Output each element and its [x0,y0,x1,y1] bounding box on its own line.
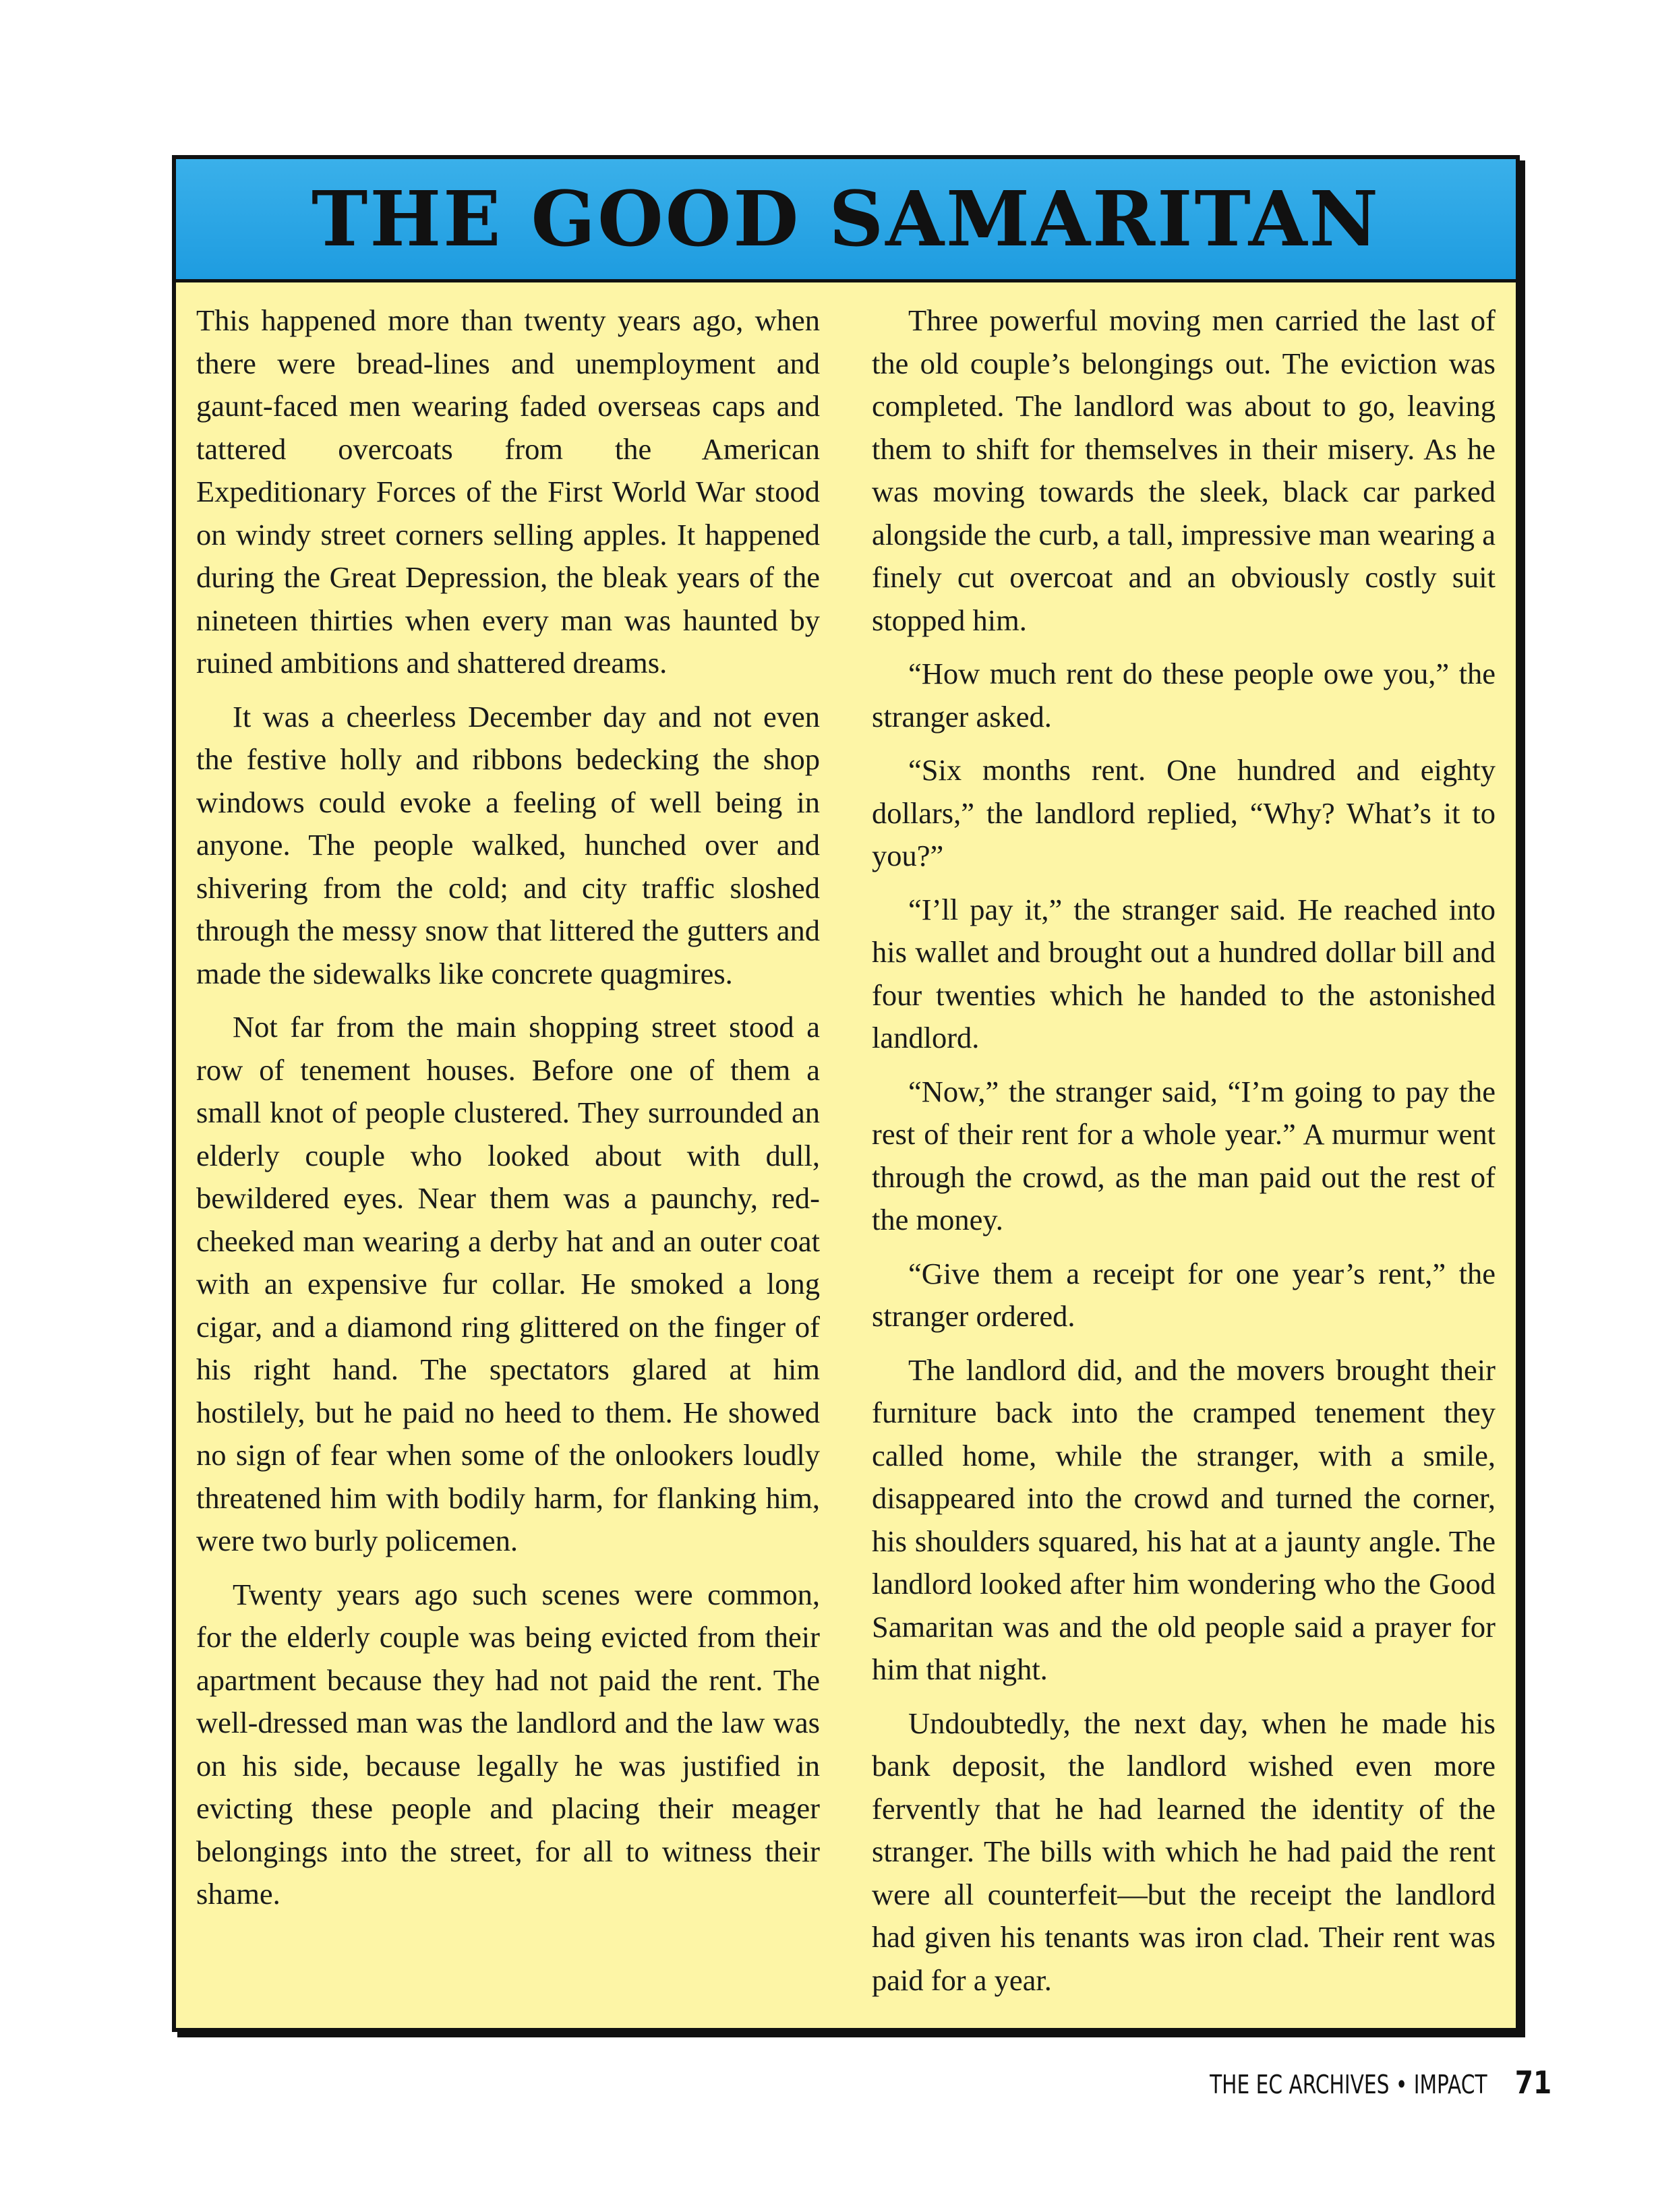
article-body [196,299,1496,2012]
footer-label: THE EC ARCHIVES • IMPACT [1210,2070,1487,2099]
paragraph: “Now,” the stranger said, “I’m going to pay the rest of their rent for a whole year.” A murmur went through the crowd, as the man paid out the rest of the money. [872,1074,1496,1236]
title-bar [176,159,1516,282]
paragraph: “How much rent do these people owe you,” the stranger asked. [872,657,1496,734]
paragraph: Twenty years ago such scenes were common, for the elderly couple was being evicted from their apartment because they had not paid the rent. The well-dressed man was the landlord and the law was on his side, because legally he was justified in evicting these people and placing their meager belongings into the street, for all to witness their shame. [196,1577,820,1911]
article-panel [172,155,1520,2032]
paragraph: Three powerful moving men carried the last of the old couple’s belongings out. The eviction was completed. The landlord was about to go, leaving them to shift for themselves in their misery. As he was moving towards the sleek, black car parked alongside the curb, a tall, impressive man wearing a finely cut overcoat and an obviously costly suit stopped him. [872,303,1496,637]
paragraph: “I’ll pay it,” the stranger said. He reached into his wallet and brought out a hundred dollar bill and four twenties which he handed to the astonished landlord. [872,892,1496,1054]
paragraph: Not far from the main shopping street stood a row of tenement houses. Before one of them a small knot of people clustered. They surrounded an elderly couple who looked about with dull, bewildered eyes. Near them was a paunchy, red-cheeked man wearing a derby hat and an outer coat with an expensive fur collar. He smoked a long cigar, and a diamond ring glittered on the finger of his right hand. The spectators glared at him hostilely, but he paid no heed to them. He showed no sign of fear when some of the onlookers loudly threatened him with bodily harm, for flanking him, were two burly policemen. [196,1010,820,1557]
paragraph: The landlord did, and the movers brought their furniture back into the cramped tenement they called home, while the stranger, with a smile, disappeared into the crowd and turned the corner, his shoulders squared, his hat at a jaunty angle. The landlord looked after him wondering who the Good Samaritan was and the old people said a prayer for him that night. [872,1352,1496,1686]
paragraph: Undoubtedly, the next day, when he made his bank deposit, the landlord wished even more fervently that he had learned the identity of the stranger. The bills with which he had paid the rent were all counterfeit—but the receipt the landlord had given his tenants was iron clad. Their rent was paid for a year. [872,1706,1496,1997]
paragraph: It was a cheerless December day and not even the festive holly and ribbons bedecking the shop windows could evoke a feeling of well being in anyone. The people walked, hunched over and shivering from the cold; and city traffic sloshed through the messy snow that littered the gutters and made the sidewalks like concrete quagmires. [196,699,820,990]
page-footer [1131,2064,1555,2101]
paragraph: “Six months rent. One hundred and eighty dollars,” the landlord replied, “Why? What’s it to you?” [872,753,1496,872]
article-title: THE GOOD SAMARITAN [311,175,1381,264]
right-column [872,299,1496,2012]
paragraph: This happened more than twenty years ago, when there were bread-lines and unemployment and gaunt-faced men wearing faded overseas caps and tattered overcoats from the American Expeditionary Forces of the First World War stood on windy street corners selling apples. It happened during the Great Depression, the bleak years of the nineteen thirties when every man was haunted by ruined ambitions and shattered dreams. [196,303,820,680]
left-column [196,299,820,2012]
paragraph: “Give them a receipt for one year’s rent,” the stranger ordered. [872,1256,1496,1333]
page-number: 71 [1514,2064,1552,2101]
